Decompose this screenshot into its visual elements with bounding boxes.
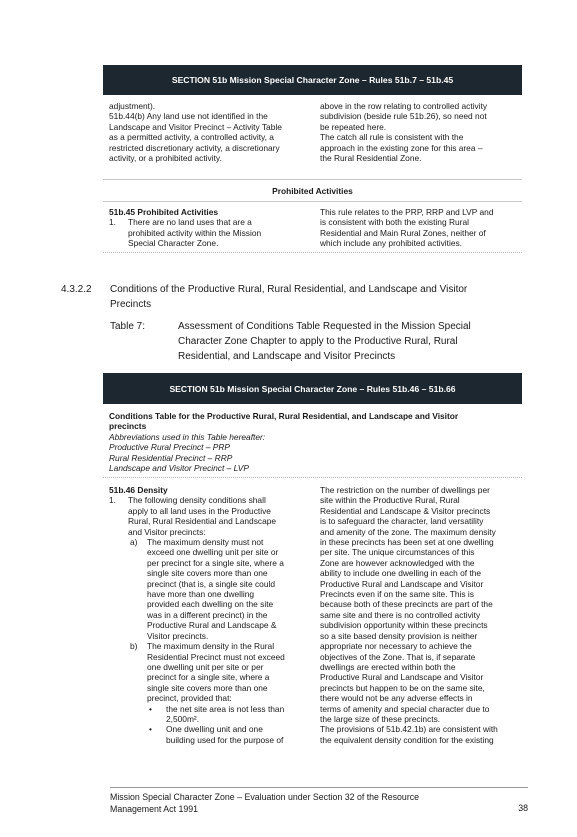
row2-right (320, 207, 520, 249)
text-line: single site covers more than one (147, 568, 268, 579)
text-line: provided each dwelling on the site (147, 599, 274, 610)
text-line: and amenity of the zone. The maximum density (320, 526, 496, 537)
text-line: objectives of the Zone. That is, if separate (320, 651, 476, 662)
text-line: which include any prohibited activities. (320, 238, 462, 249)
row1-right (320, 101, 520, 163)
text-line: Special Character Zone. (128, 238, 219, 249)
text-line: adjustment). (109, 101, 156, 111)
text-line: building used for the purpose of (166, 734, 284, 745)
text-line: subdivision opportunity within these precincts (320, 620, 488, 631)
text-line: Rural, Rural Residential and Landscape (128, 516, 277, 527)
table-caption (178, 319, 518, 364)
text-line: Productive Rural and Landscape and Visitor (320, 578, 484, 589)
text-line: The provisions of 51b.42.1b) are consistent with (320, 724, 498, 735)
text-line: have more than one dwelling (147, 589, 255, 600)
text-line: as a permitted activity, a controlled activity, a (109, 132, 274, 143)
text-line: precinct (that is, a single site could (147, 578, 276, 589)
text-line: One dwelling unit and one (166, 724, 263, 735)
text-line: approach in the existing zone for this area – (320, 142, 483, 153)
text-line: restricted discretionary activity, a discretionary (109, 142, 280, 153)
text-line: terms of amenity and special character due to (320, 703, 490, 714)
text-line: Precincts even if on the same site. This is (320, 589, 474, 600)
text-line: activity, or a prohibited activity. (109, 153, 222, 164)
row2-left (109, 207, 309, 249)
text-line: There are no land uses that are a (128, 217, 252, 228)
section-heading (110, 282, 530, 312)
section-band-top-title: SECTION 51b Mission Special Character Zone – Rules 51b.7 – 51b.45 (171, 75, 454, 85)
text-line: ability to include one dwelling in each of the (320, 568, 482, 579)
abbrev-line: Productive Rural Precinct – PRP (109, 442, 231, 453)
text-line: Residential and Landscape & Visitor precincts (320, 505, 491, 516)
text-line: because both of these precincts are part of the (320, 599, 493, 610)
text-line: precinct for a single site, where a (147, 672, 270, 683)
prohibited-header: Prohibited Activities (272, 186, 353, 196)
text-line: is to safeguard the character, land versatility (320, 516, 484, 527)
conditions-intro (109, 411, 519, 473)
text-line: prohibited activity within the Mission (128, 227, 262, 238)
text-line: Residential and Main Rural Zones, neither of (320, 227, 486, 238)
text-line: Productive Rural and Landscape & (147, 620, 277, 631)
text-line: The maximum density must not (147, 537, 264, 548)
text-line: Visitor precincts. (147, 630, 209, 641)
row1-left (109, 101, 309, 163)
heading-line: Conditions of the Productive Rural, Rural Residential, and Landscape and Visitor (110, 284, 468, 295)
abbrev-line: Landscape and Visitor Precinct – LVP (109, 463, 249, 474)
caption-line: Character Zone Chapter to apply to the Productive Rural, Rural (178, 336, 458, 347)
divider (103, 477, 522, 478)
divider (103, 179, 522, 180)
text-line: Landscape and Visitor Precinct – Activity Table (109, 121, 282, 132)
text-line: per site. The unique circumstances of this (320, 547, 475, 558)
text-line: the equivalent density condition for the existing (320, 734, 494, 745)
caption-line: Residential, and Landscape and Visitor Precincts (178, 351, 396, 362)
text-line: Zone are however acknowledged with the (320, 557, 475, 568)
text-line: precinct, provided that: (147, 693, 232, 704)
footer-rule (110, 787, 528, 788)
footer-text (110, 792, 490, 815)
section-band-second-title: SECTION 51b Mission Special Character Zone – Rules 51b.46 – 51b.66 (169, 383, 456, 394)
text-line: single site covers more than one (147, 682, 268, 693)
page-number: 38 (518, 803, 528, 813)
text-line: The restriction on the number of dwellings per (320, 485, 490, 495)
text-line: The catch all rule is consistent with the (320, 132, 464, 143)
text-line: in these precincts has been set at one dwelling (320, 537, 494, 548)
text-line: The following density conditions shall (128, 495, 266, 506)
text-line: apply to all land uses in the Productive (128, 505, 271, 516)
density-left (109, 485, 309, 745)
text-line: dwellings are erected within both the (320, 661, 456, 672)
subitem-label: a) (130, 537, 138, 548)
divider (103, 201, 522, 202)
table-label: Table 7: (110, 321, 146, 332)
text-line: and Visitor precincts: (128, 526, 206, 537)
text-line: The maximum density in the Rural (147, 641, 275, 652)
rule-title: 51b.45 Prohibited Activities (109, 207, 219, 217)
text-line: per precinct for a single site, where a (147, 557, 284, 568)
text-line: subdivision (beside rule 51b.26), so need not (320, 111, 487, 122)
intro-title-line: precincts (109, 421, 147, 432)
footer-line: Management Act 1991 (110, 803, 199, 814)
caption-line: Assessment of Conditions Table Requested in the Mission Special (178, 321, 471, 332)
text-line: This rule relates to the PRP, RRP and LVP and (320, 207, 494, 217)
heading-line: Precincts (110, 299, 152, 310)
text-line: the large size of these precincts. (320, 713, 441, 724)
text-line: one dwelling unit per site or per (147, 661, 264, 672)
text-line: there would not be any adverse effects in (320, 693, 473, 704)
bullet-icon: • (149, 703, 152, 714)
text-line: above in the row relating to controlled activity (320, 101, 488, 111)
text-line: the Rural Residential Zone. (320, 153, 422, 164)
intro-title-line: Conditions Table for the Productive Rural, Rural Residential, and Landscape and Visitor (109, 411, 459, 421)
item-number: 1. (109, 217, 116, 228)
text-line: 2,500m². (166, 713, 200, 724)
item-number: 1. (109, 495, 116, 506)
rule-title: 51b.46 Density (109, 485, 168, 495)
text-line: was in a different precinct) in the (147, 609, 268, 620)
text-line: precincts but happen to be on the same site, (320, 682, 485, 693)
text-line: is consistent with both the existing Rural (320, 217, 469, 228)
bullet-icon: • (149, 724, 152, 735)
divider (103, 252, 522, 253)
abbrev-line: Rural Residential Precinct – RRP (109, 452, 233, 463)
text-line: appropriate nor necessary to achieve the (320, 641, 472, 652)
footer-line: Mission Special Character Zone – Evaluation under Section 32 of the Resource (110, 792, 420, 802)
text-line: site within the Productive Rural, Rural (320, 495, 460, 506)
text-line: the net site area is not less than (166, 703, 285, 714)
text-line: exceed one dwelling unit per site or (147, 547, 279, 558)
subitem-label: b) (130, 641, 138, 652)
text-line: Residential Precinct must not exceed (147, 651, 285, 662)
abbrev-line: Abbreviations used in this Table hereafter: (109, 431, 266, 442)
text-line: so a site based density provision is neither (320, 630, 478, 641)
section-number: 4.3.2.2 (61, 284, 92, 295)
section-band-top (103, 65, 522, 95)
text-line: be repeated here. (320, 121, 387, 132)
text-line: Productive Rural and Landscape and Visitor (320, 672, 484, 683)
text-line: 51b.44(b) Any land use not identified in the (109, 111, 268, 122)
density-right (320, 485, 525, 745)
text-line: same site and there is no controlled activity (320, 609, 481, 620)
section-band-second (103, 373, 522, 404)
